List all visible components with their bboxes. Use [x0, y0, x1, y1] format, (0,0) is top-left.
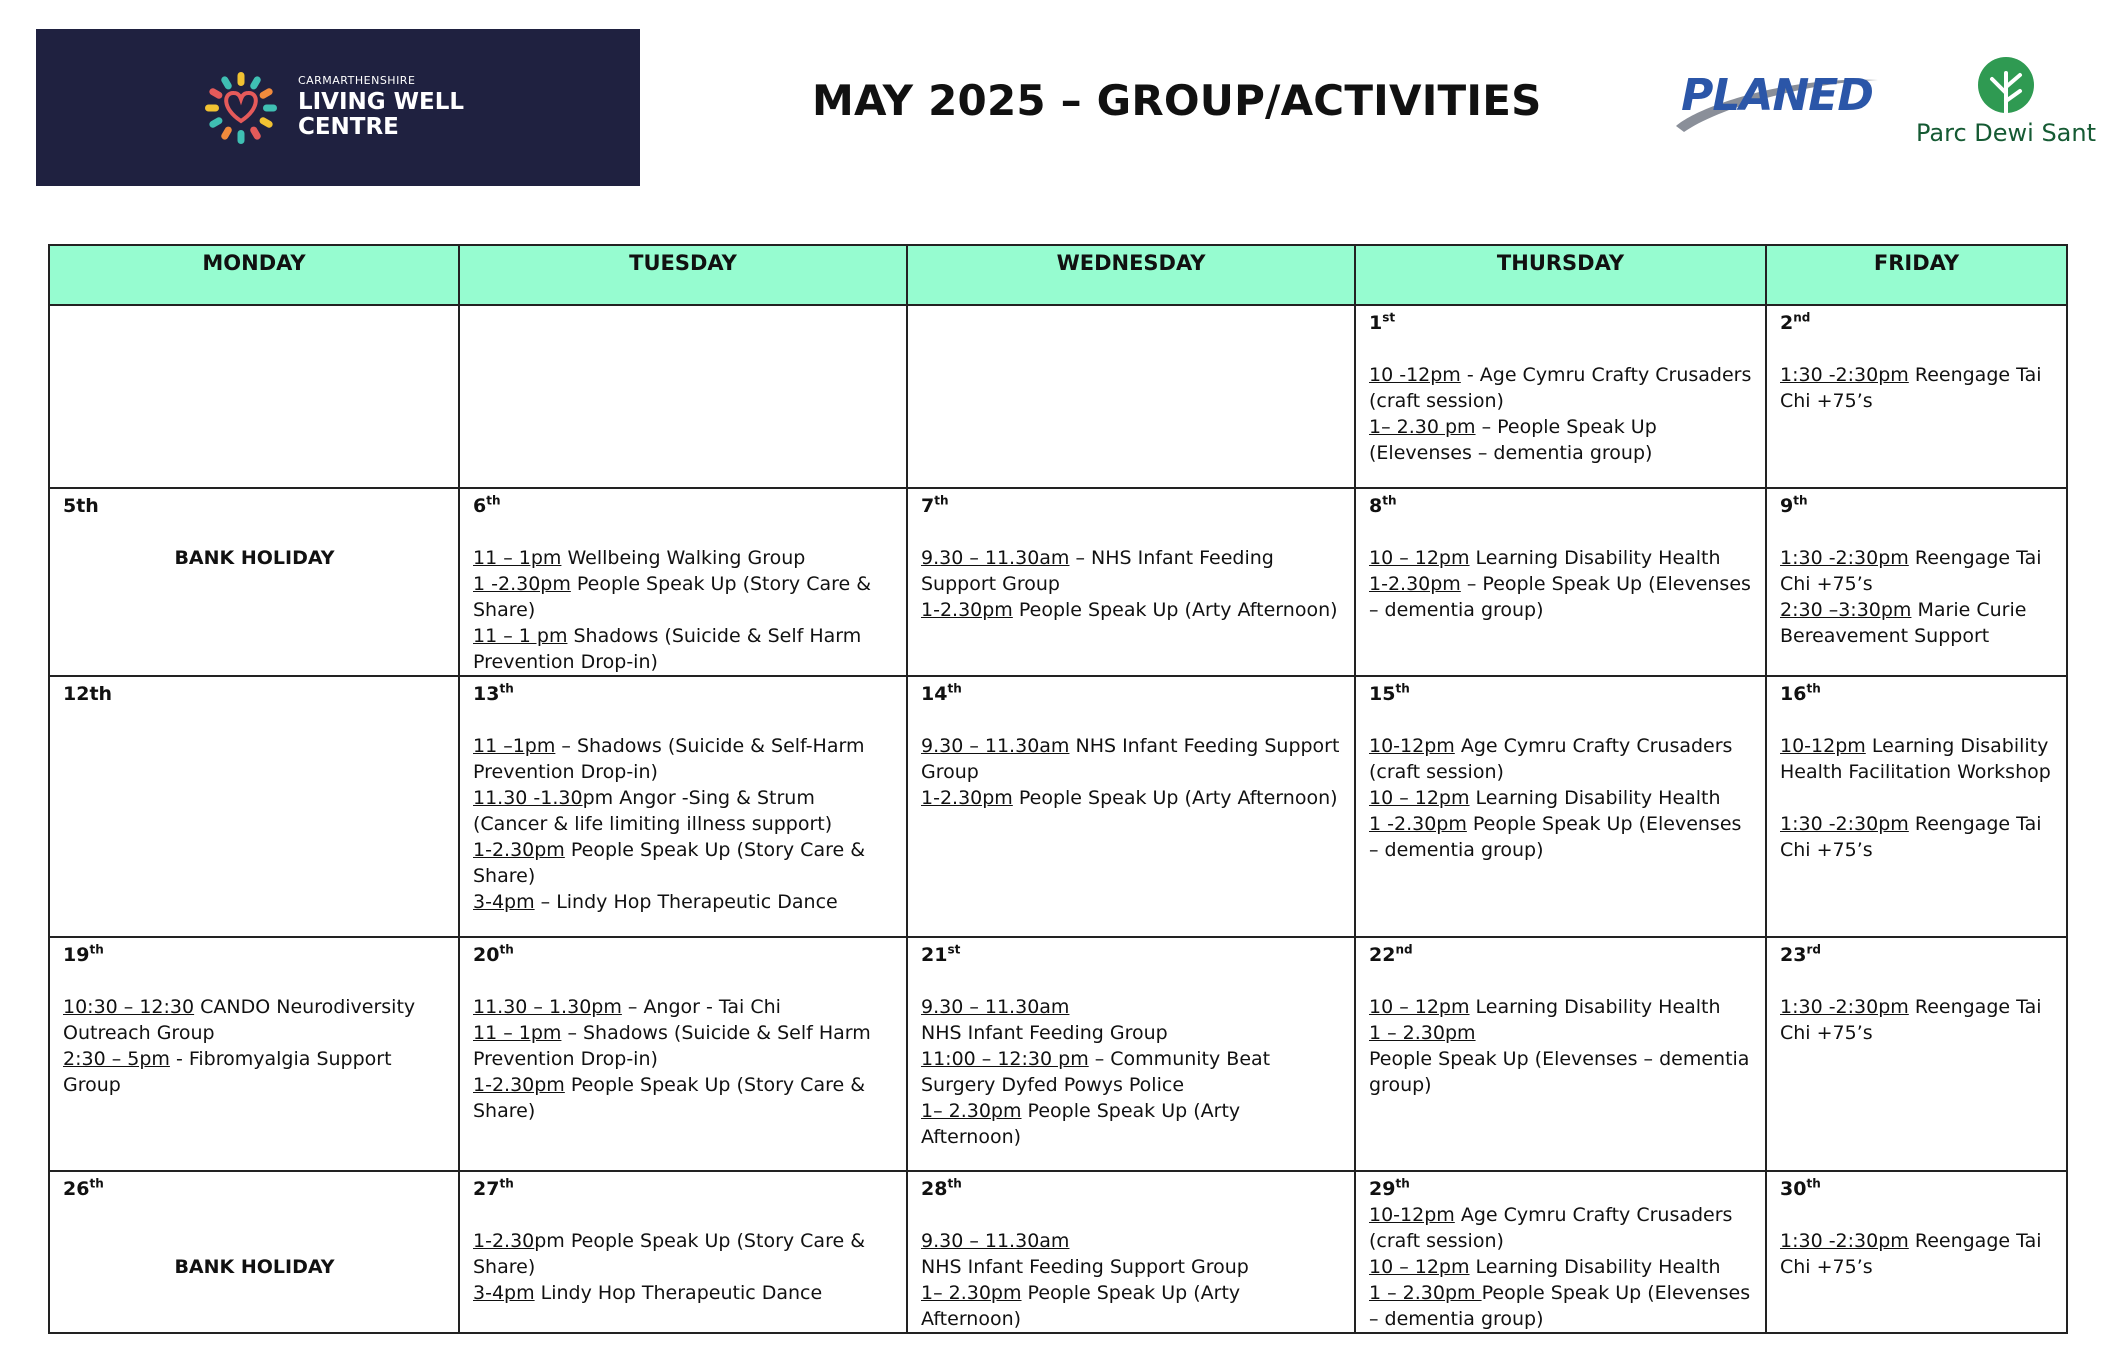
- day-number: [473, 1176, 894, 1202]
- activity-time: 1 – 2.30pm: [1369, 1282, 1482, 1304]
- day-number: [63, 493, 446, 519]
- activity-entry: [63, 1046, 446, 1098]
- activity-description: Reengage Tai Chi +75’s: [1780, 813, 2042, 861]
- day-number: [1369, 942, 1753, 968]
- day-cell: [1355, 676, 1766, 937]
- activity-description: People Speak Up (Arty Afternoon): [1012, 599, 1338, 621]
- tree-leaf-icon: [1896, 55, 2116, 119]
- day-cell: [1766, 488, 2067, 676]
- activity-time: 10 -12pm: [1369, 364, 1461, 386]
- activity-description: Learning Disability Health: [1469, 547, 1721, 569]
- activity-time: 1-2.30pm: [473, 839, 565, 861]
- day-cell: [1355, 488, 1766, 676]
- activity-description: Reengage Tai Chi +75’s: [1780, 364, 2042, 412]
- activity-description: – People Speak Up (Elevenses – dementia group): [1369, 573, 1751, 621]
- day-ordinal-suffix: th: [499, 1176, 514, 1191]
- activity-description: Learning Disability Health: [1469, 996, 1721, 1018]
- day-cell: [1766, 676, 2067, 937]
- activity-description: Reengage Tai Chi +75’s: [1780, 547, 2042, 595]
- day-number-value: 5th: [63, 495, 99, 517]
- day-ordinal-suffix: st: [947, 942, 961, 957]
- activity-entry: [473, 733, 894, 785]
- day-number: [1780, 681, 2054, 707]
- activity-time: 1:30 -2:30pm: [1780, 1230, 1909, 1252]
- parc-dewi-sant-logo: [1896, 55, 2116, 150]
- day-number-value: 19: [63, 944, 90, 966]
- planed-logo: [1672, 70, 1882, 140]
- activity-entry: [1369, 1020, 1753, 1046]
- activity-entry: [63, 994, 446, 1046]
- day-number: [1369, 681, 1753, 707]
- day-ordinal-suffix: th: [499, 681, 514, 696]
- activity-entry: [473, 623, 894, 675]
- activity-time: 9.30 – 11.30am: [921, 735, 1070, 757]
- day-number-value: 2: [1780, 312, 1794, 334]
- activity-time: 11:00 – 12:30 pm: [921, 1048, 1089, 1070]
- activity-entry: [1780, 597, 2054, 649]
- header-tuesday: TUESDAY: [459, 245, 907, 305]
- activity-description: People Speak Up (Arty Afternoon): [921, 1100, 1241, 1148]
- day-number-value: 29: [1369, 1178, 1396, 1200]
- activity-description: NHS Infant Feeding Group: [921, 1022, 1168, 1044]
- activity-entry: [473, 785, 894, 837]
- day-number-value: 23: [1780, 944, 1807, 966]
- activity-time: 1– 2.30pm: [921, 1282, 1022, 1304]
- day-cell: [49, 937, 459, 1171]
- activity-entry: [473, 1228, 894, 1280]
- activity-time: 1:30 -2:30pm: [1780, 547, 1909, 569]
- day-number: [1780, 493, 2054, 519]
- activity-description: Shadows (Suicide & Self Harm Prevention Drop-in): [473, 625, 862, 673]
- page-title: MAY 2025 – GROUP/ACTIVITIES: [812, 76, 1542, 125]
- week-row: [49, 1171, 2067, 1333]
- day-ordinal-suffix: th: [89, 1176, 104, 1191]
- week-row: [49, 305, 2067, 488]
- living-well-centre-logo: [36, 29, 640, 186]
- activity-description: Reengage Tai Chi +75’s: [1780, 996, 2042, 1044]
- activity-description: People Speak Up (Elevenses – dementia group): [1369, 1282, 1751, 1330]
- activity-entry: [921, 1254, 1342, 1280]
- day-number: [1780, 310, 2054, 336]
- day-number: [63, 681, 446, 707]
- activity-entry: [921, 1046, 1342, 1098]
- day-number: [473, 681, 894, 707]
- day-ordinal-suffix: th: [1806, 681, 1821, 696]
- day-cell: [49, 488, 459, 676]
- activity-entry: [473, 889, 894, 915]
- day-number: [473, 942, 894, 968]
- day-cell: [1355, 1171, 1766, 1333]
- activity-time: 1:30 -2:30pm: [1780, 813, 1909, 835]
- heart-sunburst-icon: [202, 69, 280, 147]
- day-number-value: 27: [473, 1178, 500, 1200]
- day-ordinal-suffix: nd: [1395, 942, 1413, 957]
- weekday-header-row: [49, 245, 2067, 305]
- activity-description: – NHS Infant Feeding Support Group: [921, 547, 1274, 595]
- activity-entry: [921, 597, 1342, 623]
- day-number: [1780, 1176, 2054, 1202]
- activity-time: 11 –1pm: [473, 735, 556, 757]
- day-number-value: 15: [1369, 683, 1396, 705]
- activity-time: 3-4pm: [473, 891, 535, 913]
- day-number-value: 28: [921, 1178, 948, 1200]
- activity-description: People Speak Up (Elevenses – dementia group): [1369, 1048, 1750, 1096]
- activity-entry: [921, 994, 1342, 1020]
- activity-entry: [921, 785, 1342, 811]
- activity-time: 1-2.30pm: [473, 1074, 565, 1096]
- activity-entry: [473, 1020, 894, 1072]
- activity-time: 10-12pm: [1780, 735, 1866, 757]
- week-row: [49, 488, 2067, 676]
- day-number-value: 12th: [63, 683, 113, 705]
- activity-time: 3-4pm: [473, 1282, 535, 1304]
- day-cell: [1355, 305, 1766, 488]
- day-cell: [1766, 937, 2067, 1171]
- day-number-value: 21: [921, 944, 948, 966]
- activity-entry: [473, 837, 894, 889]
- activity-time: 10 – 12pm: [1369, 996, 1470, 1018]
- day-number-value: 8: [1369, 495, 1383, 517]
- day-ordinal-suffix: th: [947, 1176, 962, 1191]
- planed-logo-text: PLANED: [1681, 70, 1873, 121]
- day-cell: [907, 1171, 1355, 1333]
- activity-description: People Speak Up (Arty Afternoon): [921, 1282, 1241, 1330]
- activity-time: 1 -2.30pm: [473, 573, 571, 595]
- day-number-value: 16: [1780, 683, 1807, 705]
- header-wednesday: WEDNESDAY: [907, 245, 1355, 305]
- activity-entry: [1369, 811, 1753, 863]
- activity-description: – People Speak Up (Elevenses – dementia group): [1369, 416, 1657, 464]
- day-cell: [459, 1171, 907, 1333]
- activity-time: 10 – 12pm: [1369, 787, 1470, 809]
- activity-time: 10:30 – 12:30: [63, 996, 195, 1018]
- activity-description: – Lindy Hop Therapeutic Dance: [534, 891, 838, 913]
- day-cell: [1355, 937, 1766, 1171]
- activity-description: Learning Disability Health: [1469, 787, 1721, 809]
- activity-entry: [473, 1280, 894, 1306]
- activity-description: – Shadows (Suicide & Self-Harm Prevention Drop-in): [473, 735, 865, 783]
- day-ordinal-suffix: nd: [1793, 310, 1811, 325]
- activity-time: 1:30 -2:30pm: [1780, 364, 1909, 386]
- day-cell: [459, 305, 907, 488]
- activity-time: 1 -2.30pm: [1369, 813, 1467, 835]
- day-cell: [49, 1171, 459, 1333]
- day-number-value: 13: [473, 683, 500, 705]
- day-ordinal-suffix: th: [1382, 493, 1397, 508]
- activity-description: Learning Disability Health: [1469, 1256, 1721, 1278]
- activity-entry: [473, 545, 894, 571]
- activity-time: 10-12pm: [1369, 735, 1455, 757]
- activity-time: 1-2.30pm: [921, 599, 1013, 621]
- day-ordinal-suffix: th: [1806, 1176, 1821, 1191]
- activity-description: Age Cymru Crafty Crusaders (craft session): [1369, 735, 1733, 783]
- day-cell: [1766, 1171, 2067, 1333]
- activity-description: CANDO Neurodiversity Outreach Group: [63, 996, 416, 1044]
- activity-description: Learning Disability Health Facilitation Workshop: [1780, 735, 2051, 783]
- week-row: [49, 676, 2067, 937]
- day-ordinal-suffix: rd: [1806, 942, 1821, 957]
- day-cell: [907, 488, 1355, 676]
- day-number: [63, 942, 446, 968]
- activity-description: NHS Infant Feeding Support Group: [921, 1256, 1249, 1278]
- activity-entry: [1369, 571, 1753, 623]
- activity-description: pm People Speak Up (Story Care & Share): [473, 1230, 866, 1278]
- activity-description: - Fibromyalgia Support Group: [63, 1048, 392, 1096]
- activity-description: – Shadows (Suicide & Self Harm Prevention Drop-in): [473, 1022, 871, 1070]
- activity-entry: [1369, 414, 1753, 466]
- day-number: [1369, 1176, 1753, 1202]
- activity-time: 11 – 1pm: [473, 1022, 562, 1044]
- activity-entry: [921, 1280, 1342, 1332]
- day-number-value: 1: [1369, 312, 1383, 334]
- day-cell: [49, 305, 459, 488]
- day-cell: [459, 676, 907, 937]
- day-cell: [1766, 305, 2067, 488]
- activity-description: pm Angor -Sing & Strum (Cancer & life limiting illness support): [473, 787, 833, 835]
- day-cell: [459, 488, 907, 676]
- day-ordinal-suffix: th: [486, 493, 501, 508]
- header-thursday: THURSDAY: [1355, 245, 1766, 305]
- day-ordinal-suffix: th: [89, 942, 104, 957]
- day-ordinal-suffix: th: [947, 681, 962, 696]
- activity-time: 11.30 -1.30: [473, 787, 583, 809]
- activity-entry: [1369, 1254, 1753, 1280]
- activity-time: 1:30 -2:30pm: [1780, 996, 1909, 1018]
- logo-line-2: CENTRE: [297, 114, 399, 141]
- day-number: [63, 1176, 446, 1202]
- day-number-value: 6: [473, 495, 487, 517]
- activity-entry: [1369, 362, 1753, 414]
- day-cell: [459, 937, 907, 1171]
- day-number: [921, 942, 1342, 968]
- day-number: [1369, 493, 1753, 519]
- day-number-value: 22: [1369, 944, 1396, 966]
- activity-time: 1-2.30pm: [1369, 573, 1461, 595]
- day-number: [1369, 310, 1753, 336]
- activity-entry: [1369, 733, 1753, 785]
- activities-calendar: [48, 244, 2068, 1334]
- activity-entry: [1780, 733, 2054, 785]
- activity-time: 10 – 12pm: [1369, 1256, 1470, 1278]
- activity-entry: [1369, 785, 1753, 811]
- activity-entry: [1780, 545, 2054, 597]
- activity-entry: [473, 571, 894, 623]
- activity-entry: [1780, 994, 2054, 1046]
- activity-description: People Speak Up (Story Care & Share): [473, 1074, 866, 1122]
- activity-description: People Speak Up (Story Care & Share): [473, 839, 866, 887]
- activity-description: Age Cymru Crafty Crusaders (craft session): [1369, 1204, 1733, 1252]
- day-number: [473, 493, 894, 519]
- activity-time: 1 – 2.30pm: [1369, 1022, 1476, 1044]
- activity-entry: [1369, 1202, 1753, 1254]
- activity-description: People Speak Up (Elevenses – dementia group): [1369, 813, 1742, 861]
- logo-small-text: CARMARTHENSHIRE: [297, 73, 416, 87]
- activity-time: 2:30 – 5pm: [63, 1048, 170, 1070]
- activity-entry: [1369, 1046, 1753, 1098]
- bank-holiday-label: BANK HOLIDAY: [174, 1256, 335, 1278]
- day-number-value: 30: [1780, 1178, 1807, 1200]
- activity-entry: [921, 1228, 1342, 1254]
- activity-description: Reengage Tai Chi +75’s: [1780, 1230, 2042, 1278]
- activity-description: People Speak Up (Story Care & Share): [473, 573, 872, 621]
- activity-entry: [1369, 1280, 1753, 1332]
- day-ordinal-suffix: th: [1395, 681, 1410, 696]
- day-number-value: 7: [921, 495, 935, 517]
- activity-description: – Angor - Tai Chi: [621, 996, 781, 1018]
- activity-time: 11 – 1pm: [473, 547, 562, 569]
- day-ordinal-suffix: th: [499, 942, 514, 957]
- day-cell: [907, 937, 1355, 1171]
- day-number-value: 20: [473, 944, 500, 966]
- activity-time: 9.30 – 11.30am: [921, 996, 1070, 1018]
- activity-time: 2:30 –3:30pm: [1780, 599, 1912, 621]
- activity-time: 11 – 1 pm: [473, 625, 568, 647]
- activity-entry: [1780, 811, 2054, 863]
- activity-time: 10-12pm: [1369, 1204, 1455, 1226]
- activity-description: NHS Infant Feeding Support Group: [921, 735, 1340, 783]
- header-monday: MONDAY: [49, 245, 459, 305]
- day-number-value: 9: [1780, 495, 1794, 517]
- activity-time: 9.30 – 11.30am: [921, 547, 1070, 569]
- activity-entry: [921, 733, 1342, 785]
- day-ordinal-suffix: th: [934, 493, 949, 508]
- day-number: [921, 681, 1342, 707]
- activity-entry: [473, 994, 894, 1020]
- activity-time: 10 – 12pm: [1369, 547, 1470, 569]
- day-number-value: 26: [63, 1178, 90, 1200]
- day-cell: [907, 305, 1355, 488]
- activity-time: 1-2.30pm: [921, 787, 1013, 809]
- day-number: [921, 493, 1342, 519]
- activity-entry: [921, 1098, 1342, 1150]
- logo-line-1: LIVING WELL: [297, 88, 465, 115]
- activity-time: 9.30 – 11.30am: [921, 1230, 1070, 1252]
- activity-time: 11.30 – 1.30pm: [473, 996, 622, 1018]
- activity-time: 1– 2.30pm: [921, 1100, 1022, 1122]
- activity-description: Lindy Hop Therapeutic Dance: [534, 1282, 823, 1304]
- activity-description: Wellbeing Walking Group: [561, 547, 806, 569]
- day-ordinal-suffix: st: [1382, 310, 1396, 325]
- activity-time: 1– 2.30 pm: [1369, 416, 1476, 438]
- day-number: [921, 1176, 1342, 1202]
- day-number-value: 14: [921, 683, 948, 705]
- activity-entry: [921, 545, 1342, 597]
- activity-description: - Age Cymru Crafty Crusaders (craft session): [1369, 364, 1752, 412]
- activity-entry: [1369, 545, 1753, 571]
- day-number: [1780, 942, 2054, 968]
- day-cell: [907, 676, 1355, 937]
- day-ordinal-suffix: th: [1793, 493, 1808, 508]
- activity-entry: [1780, 362, 2054, 414]
- bank-holiday-label: BANK HOLIDAY: [174, 547, 335, 569]
- activity-description: – Community Beat Surgery Dyfed Powys Police: [921, 1048, 1271, 1096]
- header-friday: FRIDAY: [1766, 245, 2067, 305]
- activity-entry: [473, 1072, 894, 1124]
- activity-entry: [1369, 994, 1753, 1020]
- week-row: [49, 937, 2067, 1171]
- activity-entry: [1780, 1228, 2054, 1280]
- activity-time: 1-2.30: [473, 1230, 535, 1252]
- day-cell: [49, 676, 459, 937]
- activity-description: Marie Curie Bereavement Support: [1780, 599, 2027, 647]
- activity-entry: [921, 1020, 1342, 1046]
- parc-dewi-sant-text: Parc Dewi Sant: [1916, 119, 2096, 147]
- activity-description: People Speak Up (Arty Afternoon): [1012, 787, 1338, 809]
- day-ordinal-suffix: th: [1395, 1176, 1410, 1191]
